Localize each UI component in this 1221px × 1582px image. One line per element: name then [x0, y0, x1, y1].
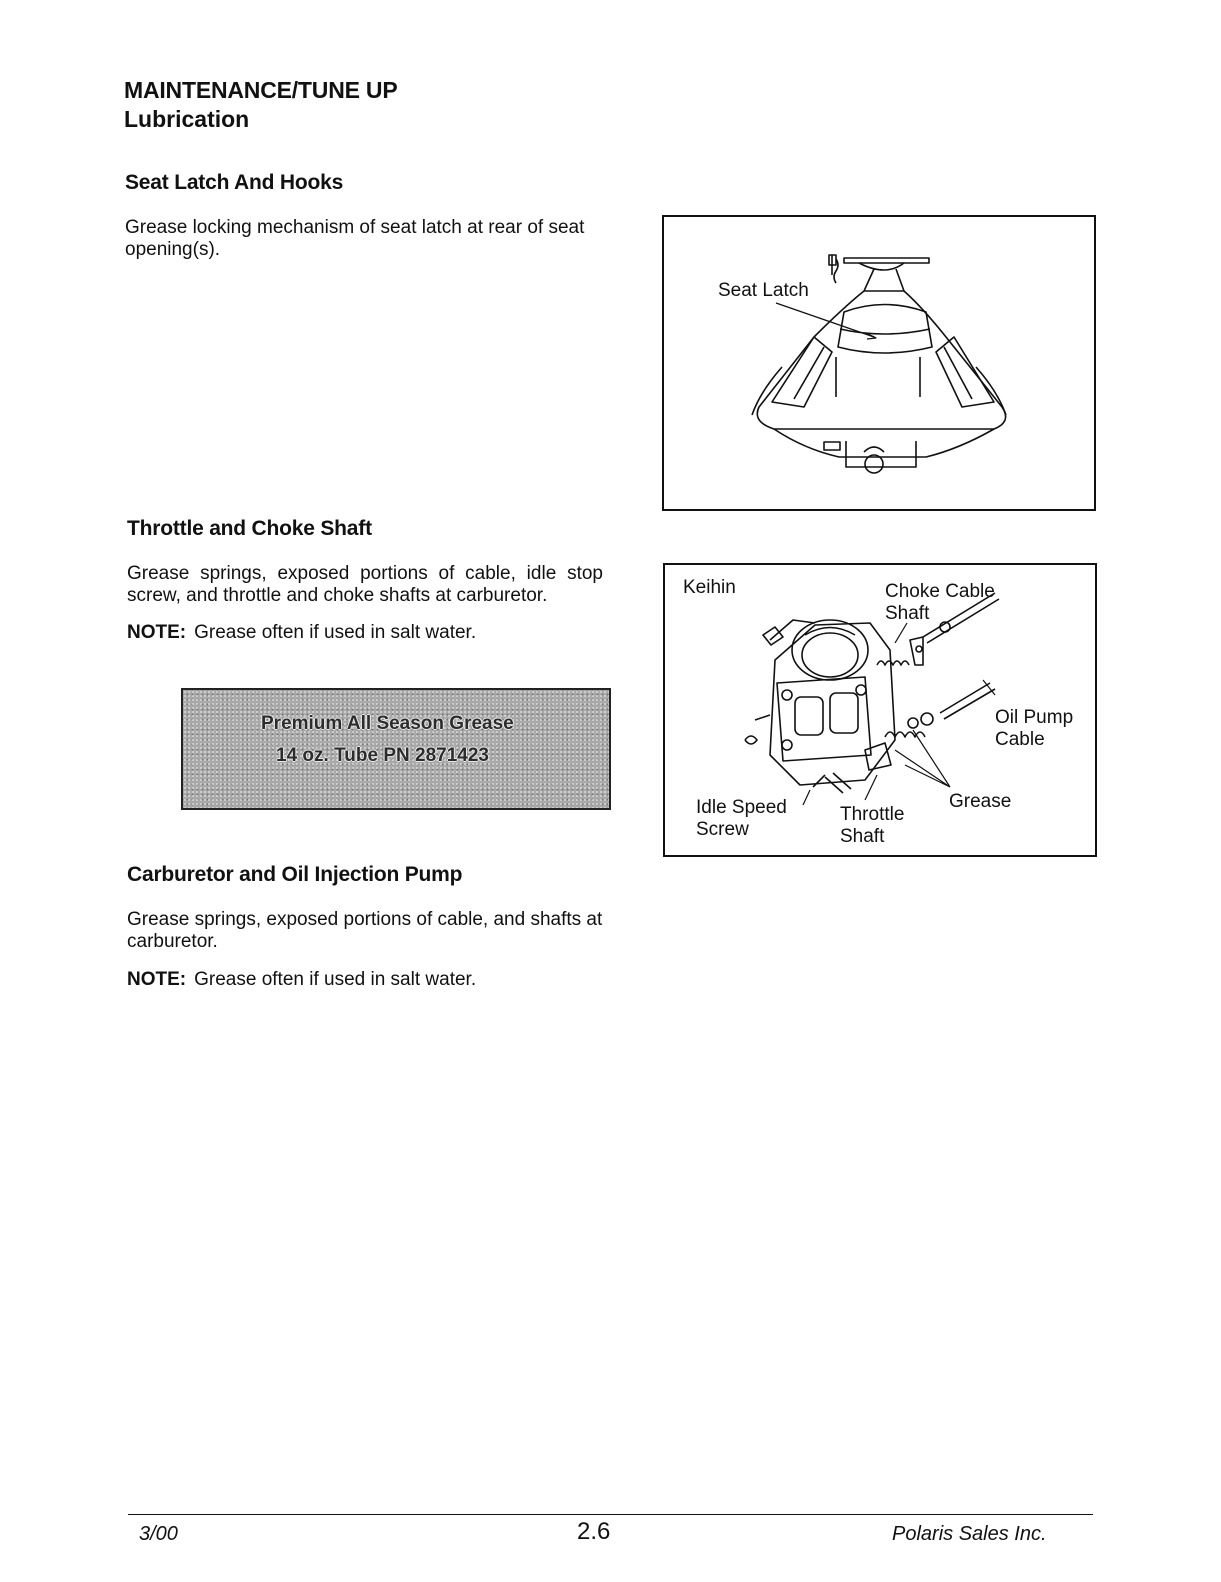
- seat-latch-callout: Seat Latch: [718, 280, 809, 301]
- throttle-shaft-label: Shaft: [840, 826, 885, 847]
- oil-pump-label: Oil Pump: [995, 707, 1074, 728]
- seat-latch-heading: Seat Latch And Hooks: [125, 171, 344, 194]
- note-text: Grease often if used in salt water.: [194, 622, 477, 643]
- choke-cable-label: Choke Cable: [885, 581, 995, 602]
- choke-shaft-label: Shaft: [885, 603, 930, 624]
- page-subsection-title: Lubrication: [124, 106, 250, 132]
- idle-speed-label: Idle Speed: [696, 797, 787, 818]
- carb-oil-text: Grease springs, exposed portions of cable, and shafts at carburetor.: [127, 909, 603, 952]
- carb-oil-note: [127, 969, 603, 991]
- carb-oil-heading: Carburetor and Oil Injection Pump: [127, 863, 463, 886]
- footer-page-number: 2.6: [577, 1518, 611, 1545]
- throttle-choke-note: [127, 622, 603, 644]
- grease-label: Grease: [949, 791, 1012, 812]
- throttle-choke-heading: Throttle and Choke Shaft: [127, 517, 372, 540]
- note-label: NOTE:: [127, 622, 187, 643]
- grease-product-part-number: 14 oz. Tube PN 2871423: [276, 745, 489, 766]
- throttle-choke-text: Grease springs, exposed portions of cable, idle stop screw, and throttle and choke shafts at carburetor.: [127, 563, 603, 606]
- watercraft-illustration: [664, 217, 1094, 509]
- footer-company: Polaris Sales Inc.: [892, 1523, 1047, 1545]
- seat-latch-figure: [662, 215, 1096, 511]
- throttle-label: Throttle: [840, 804, 905, 825]
- footer-date: 3/00: [139, 1523, 178, 1545]
- grease-product-box: [181, 688, 611, 810]
- idle-screw-label: Screw: [696, 819, 749, 840]
- seat-latch-text: Grease locking mechanism of seat latch at rear of seat opening(s).: [125, 217, 585, 260]
- grease-product-name: Premium All Season Grease: [261, 713, 514, 734]
- note-text: Grease often if used in salt water.: [194, 969, 477, 990]
- oil-pump-cable-label: Cable: [995, 729, 1045, 750]
- carb-brand-label: Keihin: [683, 577, 736, 598]
- footer-divider: [128, 1514, 1093, 1515]
- note-label: NOTE:: [127, 969, 187, 990]
- carburetor-figure: [663, 563, 1097, 857]
- page-section-title: MAINTENANCE/TUNE UP: [124, 77, 398, 103]
